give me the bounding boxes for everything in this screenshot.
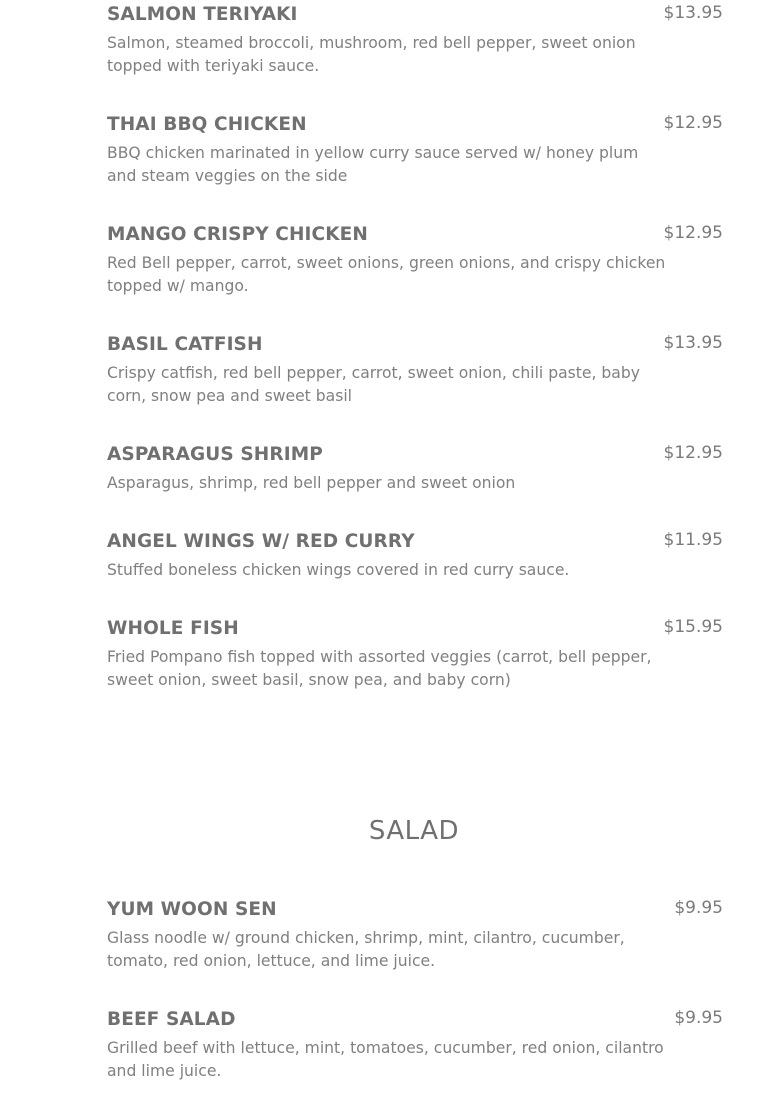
menu-item-description: Red Bell pepper, carrot, sweet onions, green onions, and crispy chicken topped w/ mango. — [107, 254, 666, 295]
menu-item-name: BASIL CATFISH — [107, 334, 263, 355]
menu-item-price: $11.95 — [663, 530, 723, 550]
menu-item-price: $12.95 — [663, 443, 723, 463]
menu-item-name: BEEF SALAD — [107, 1009, 236, 1030]
menu-item-price: $15.95 — [663, 617, 723, 637]
menu-item-name: THAI BBQ CHICKEN — [107, 114, 307, 135]
menu-item-price: $9.95 — [674, 898, 723, 918]
menu-item-description: BBQ chicken marinated in yellow curry sauce served w/ honey plum and steam veggies on the side — [107, 144, 639, 185]
menu-item-name: WHOLE FISH — [107, 618, 239, 639]
menu-item-description: Crispy catfish, red bell pepper, carrot, sweet onion, chili paste, baby corn, snow pea and sweet basil — [107, 364, 640, 405]
section-title-salad: SALAD — [368, 816, 460, 846]
menu-item-name: ANGEL WINGS W/ RED CURRY — [107, 531, 415, 552]
menu-item-description: Fried Pompano fish topped with assorted veggies (carrot, bell pepper, sweet onion, sweet basil, snow pea, and baby corn) — [107, 648, 652, 689]
menu-item-name: YUM WOON SEN — [107, 899, 277, 920]
menu-item-name: ASPARAGUS SHRIMP — [107, 444, 323, 465]
menu-item-price: $9.95 — [674, 1008, 723, 1028]
menu-item-description: Asparagus, shrimp, red bell pepper and sweet onion — [107, 474, 516, 492]
menu-item-price: $13.95 — [663, 333, 723, 353]
menu-item-price: $12.95 — [663, 223, 723, 243]
menu-item-price: $12.95 — [663, 113, 723, 133]
menu-item-description: Salmon, steamed broccoli, mushroom, red bell pepper, sweet onion topped with teriyaki sauce. — [107, 34, 636, 75]
menu-item-price: $13.95 — [663, 3, 723, 23]
menu-item-name: SALMON TERIYAKI — [107, 4, 298, 25]
menu-item-description: Grilled beef with lettuce, mint, tomatoes, cucumber, red onion, cilantro and lime juice. — [107, 1039, 664, 1080]
menu-item-name: MANGO CRISPY CHICKEN — [107, 224, 368, 245]
menu-item-description: Glass noodle w/ ground chicken, shrimp, mint, cilantro, cucumber, tomato, red onion, lettuce, and lime juice. — [107, 929, 625, 970]
menu-item-description: Stuffed boneless chicken wings covered in red curry sauce. — [107, 561, 570, 579]
